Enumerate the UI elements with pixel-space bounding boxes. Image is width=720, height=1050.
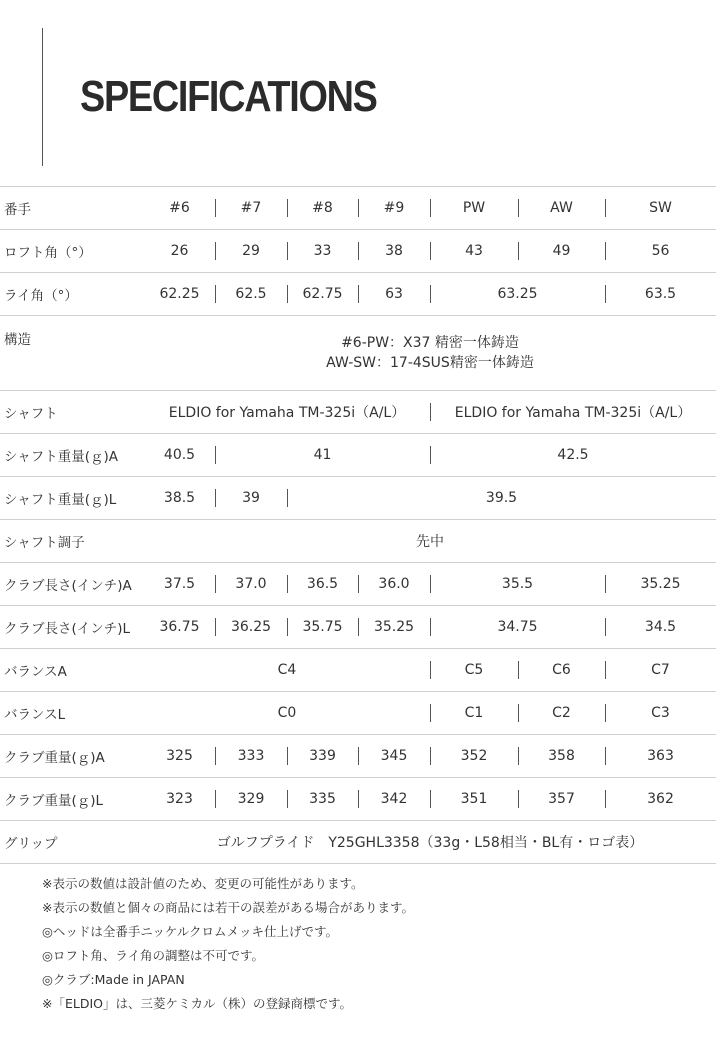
cell: 333 bbox=[215, 735, 287, 778]
cell: #7 bbox=[215, 187, 287, 230]
cell: 335 bbox=[287, 778, 358, 821]
cell: 33 bbox=[287, 230, 358, 273]
note-item: ◎ヘッドは全番手ニッケルクロムメッキ仕上げです。 bbox=[42, 924, 339, 939]
construction-cell bbox=[144, 316, 716, 391]
cell: 29 bbox=[215, 230, 287, 273]
row-label: クラブ長さ(インチ)L bbox=[0, 606, 144, 649]
cell: SW bbox=[605, 187, 716, 230]
row-balance-l bbox=[0, 692, 716, 735]
row-loft bbox=[0, 230, 716, 273]
cell: ELDIO for Yamaha TM-325i（A/L） bbox=[430, 391, 716, 434]
cell: 36.5 bbox=[287, 563, 358, 606]
row-grip bbox=[0, 821, 716, 864]
row-lie bbox=[0, 273, 716, 316]
row-label: クラブ長さ(インチ)A bbox=[0, 563, 144, 606]
cell: C6 bbox=[518, 649, 605, 692]
construction-line: AW-SW：17-4SUS精密一体鋳造 bbox=[326, 355, 534, 371]
cell: C4 bbox=[144, 649, 430, 692]
row-length-a bbox=[0, 563, 716, 606]
cell: 358 bbox=[518, 735, 605, 778]
cell: ELDIO for Yamaha TM-325i（A/L） bbox=[144, 391, 430, 434]
row-label: シャフト bbox=[0, 391, 144, 434]
cell: 34.5 bbox=[605, 606, 716, 649]
notes-list bbox=[42, 872, 414, 1016]
cell: 39 bbox=[215, 477, 287, 520]
cell: 37.5 bbox=[144, 563, 215, 606]
row-shaft-weight-a bbox=[0, 434, 716, 477]
cell: 38.5 bbox=[144, 477, 215, 520]
cell: 41 bbox=[215, 434, 430, 477]
cell: 35.25 bbox=[358, 606, 430, 649]
cell: 345 bbox=[358, 735, 430, 778]
cell: 329 bbox=[215, 778, 287, 821]
cell: 35.5 bbox=[430, 563, 605, 606]
cell: C0 bbox=[144, 692, 430, 735]
page-title: SPECIFICATIONS bbox=[80, 72, 377, 121]
row-label: バランスL bbox=[0, 692, 144, 735]
row-club-weight-l bbox=[0, 778, 716, 821]
cell: 342 bbox=[358, 778, 430, 821]
cell: C3 bbox=[605, 692, 716, 735]
cell: 351 bbox=[430, 778, 518, 821]
cell: 34.75 bbox=[430, 606, 605, 649]
row-label: 構造 bbox=[0, 316, 144, 391]
cell: 363 bbox=[605, 735, 716, 778]
cell: C7 bbox=[605, 649, 716, 692]
row-label: シャフト調子 bbox=[0, 520, 144, 563]
cell: 339 bbox=[287, 735, 358, 778]
cell: 36.25 bbox=[215, 606, 287, 649]
row-shaft-weight-l bbox=[0, 477, 716, 520]
note-item: ※表示の数値と個々の商品には若干の誤差がある場合があります。 bbox=[42, 900, 414, 915]
cell: #8 bbox=[287, 187, 358, 230]
cell: C2 bbox=[518, 692, 605, 735]
cell: 63 bbox=[358, 273, 430, 316]
row-label: クラブ重量(ｇ)L bbox=[0, 778, 144, 821]
cell: 43 bbox=[430, 230, 518, 273]
cell: 40.5 bbox=[144, 434, 215, 477]
cell: 63.25 bbox=[430, 273, 605, 316]
row-balance-a bbox=[0, 649, 716, 692]
cell: 39.5 bbox=[287, 477, 716, 520]
cell: 357 bbox=[518, 778, 605, 821]
cell: 323 bbox=[144, 778, 215, 821]
cell: AW bbox=[518, 187, 605, 230]
row-label: シャフト重量(ｇ)A bbox=[0, 434, 144, 477]
row-club-number bbox=[0, 187, 716, 230]
cell: 26 bbox=[144, 230, 215, 273]
note-item: ※表示の数値は設計値のため、変更の可能性があります。 bbox=[42, 876, 364, 891]
cell: 362 bbox=[605, 778, 716, 821]
row-label: バランスA bbox=[0, 649, 144, 692]
cell: 42.5 bbox=[430, 434, 716, 477]
row-construction bbox=[0, 316, 716, 391]
cell: 49 bbox=[518, 230, 605, 273]
construction-line: #6-PW：X37 精密一体鋳造 bbox=[341, 335, 519, 351]
cell: 62.25 bbox=[144, 273, 215, 316]
note-item: ※「ELDIO」は、三菱ケミカル（株）の登録商標です。 bbox=[42, 996, 352, 1011]
cell: PW bbox=[430, 187, 518, 230]
row-shaft-kick bbox=[0, 520, 716, 563]
cell: 352 bbox=[430, 735, 518, 778]
row-label: ライ角（°） bbox=[0, 273, 144, 316]
cell: 36.0 bbox=[358, 563, 430, 606]
cell: 325 bbox=[144, 735, 215, 778]
cell: 35.75 bbox=[287, 606, 358, 649]
row-length-l bbox=[0, 606, 716, 649]
cell: 63.5 bbox=[605, 273, 716, 316]
row-club-weight-a bbox=[0, 735, 716, 778]
cell: 56 bbox=[605, 230, 716, 273]
cell: C5 bbox=[430, 649, 518, 692]
cell: 37.0 bbox=[215, 563, 287, 606]
title-accent-line bbox=[42, 28, 43, 166]
cell: 36.75 bbox=[144, 606, 215, 649]
row-label: ロフト角（°） bbox=[0, 230, 144, 273]
cell: ゴルフプライド Y25GHL3358（33g・L58相当・BL有・ロゴ表） bbox=[144, 821, 716, 864]
cell: 38 bbox=[358, 230, 430, 273]
spec-table bbox=[0, 186, 716, 864]
row-label: クラブ重量(ｇ)A bbox=[0, 735, 144, 778]
cell: 62.75 bbox=[287, 273, 358, 316]
row-label: シャフト重量(ｇ)L bbox=[0, 477, 144, 520]
cell: C1 bbox=[430, 692, 518, 735]
cell: 35.25 bbox=[605, 563, 716, 606]
cell: #6 bbox=[144, 187, 215, 230]
row-shaft bbox=[0, 391, 716, 434]
note-item: ◎ロフト角、ライ角の調整は不可です。 bbox=[42, 948, 265, 963]
row-label: 番手 bbox=[0, 187, 144, 230]
note-item: ◎クラブ:Made in JAPAN bbox=[42, 972, 185, 987]
row-label: グリップ bbox=[0, 821, 144, 864]
cell: 先中 bbox=[144, 520, 716, 563]
cell: 62.5 bbox=[215, 273, 287, 316]
cell: #9 bbox=[358, 187, 430, 230]
